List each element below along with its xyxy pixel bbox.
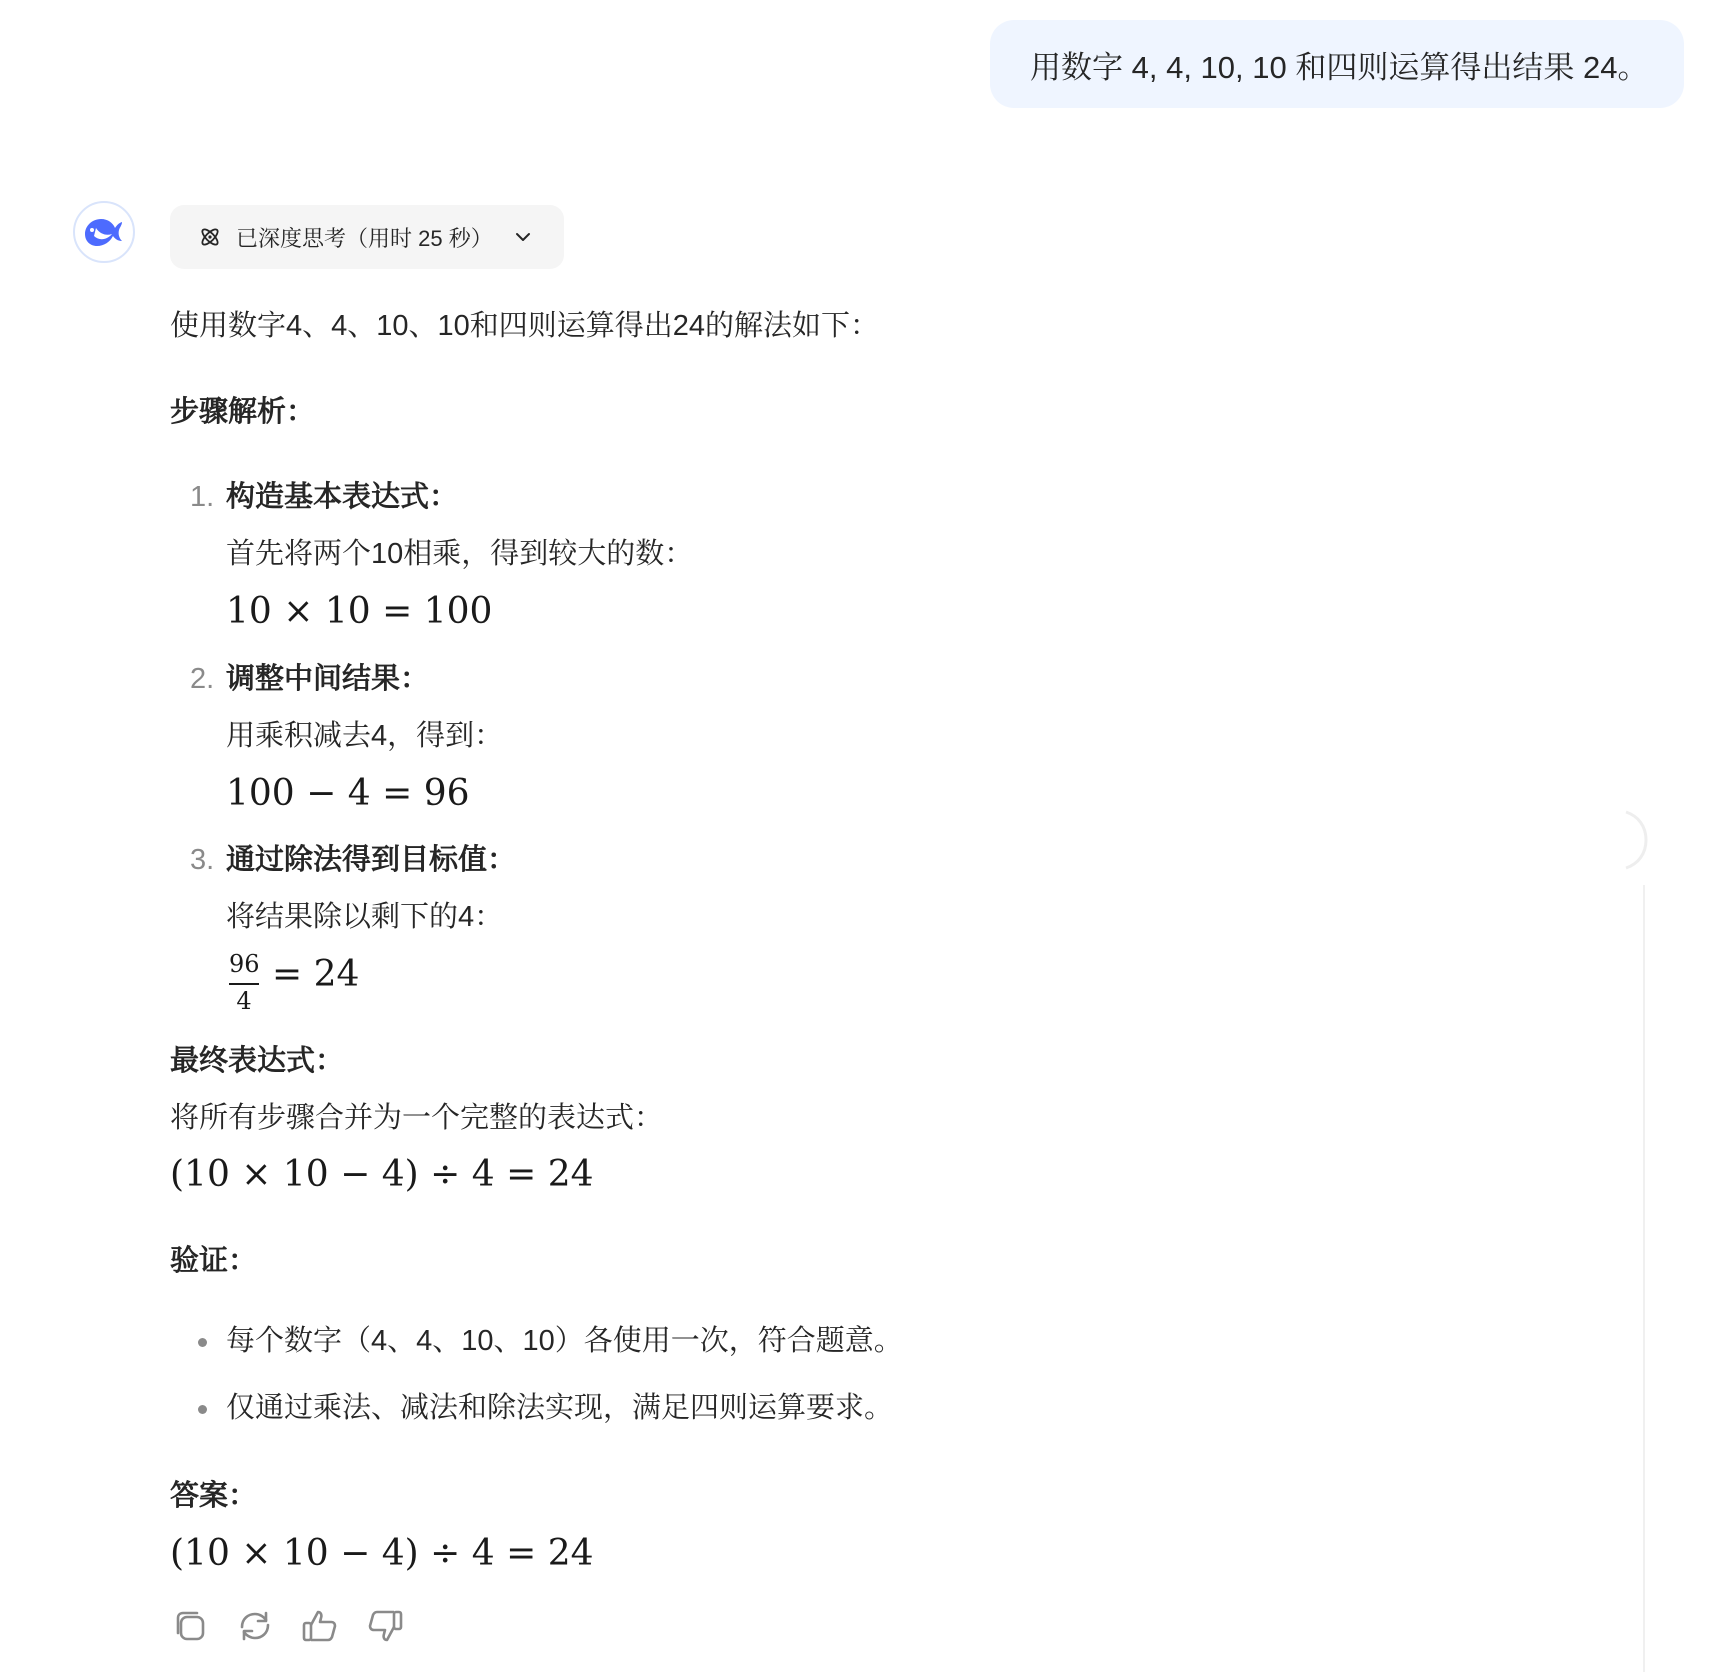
step-number: 1. xyxy=(190,481,215,513)
chevron-down-icon xyxy=(513,227,533,247)
fraction-bar xyxy=(229,983,259,985)
final-description: 将所有步骤合并为一个完整的表达式： xyxy=(170,1102,664,1134)
whale-logo-icon xyxy=(82,214,126,250)
step-description: 首先将两个10相乘，得到较大的数： xyxy=(226,538,694,570)
step-number: 3. xyxy=(190,844,215,876)
step-equation: 100 − 4 = 96 xyxy=(226,773,470,814)
step-equation-result: = 24 xyxy=(272,954,360,995)
regenerate-icon[interactable] xyxy=(235,1606,275,1646)
step-number: 2. xyxy=(190,663,215,695)
bullet-dot xyxy=(198,1338,207,1347)
verify-item: 仅通过乘法、减法和除法实现，满足四则运算要求。 xyxy=(226,1392,894,1424)
fraction-numerator: 96 xyxy=(229,950,260,978)
deep-think-icon xyxy=(198,225,222,249)
user-message-text: 用数字 4, 4, 10, 10 和四则运算得出结果 24。 xyxy=(1030,49,1649,85)
answer-equation: (10 × 10 − 4) ÷ 4 = 24 xyxy=(170,1533,594,1574)
scroll-indicator xyxy=(1616,810,1656,870)
fraction-denominator: 4 xyxy=(236,987,252,1015)
step-description: 用乘积减去4，得到： xyxy=(226,720,504,752)
thumbs-down-icon[interactable] xyxy=(365,1606,405,1646)
thinking-toggle[interactable] xyxy=(170,205,564,269)
copy-icon[interactable] xyxy=(170,1606,210,1646)
verify-item: 每个数字（4、4、10、10）各使用一次，符合题意。 xyxy=(226,1325,903,1357)
scrollbar-track[interactable] xyxy=(1643,885,1645,1672)
answer-heading: 答案： xyxy=(170,1480,258,1512)
steps-heading: 步骤解析： xyxy=(170,396,316,428)
step-title: 调整中间结果： xyxy=(226,663,430,695)
step-description: 将结果除以剩下的4： xyxy=(226,901,504,933)
verify-heading: 验证： xyxy=(170,1245,258,1277)
final-equation: (10 × 10 − 4) ÷ 4 = 24 xyxy=(170,1154,594,1195)
thinking-label: 已深度思考（用时 25 秒） xyxy=(236,225,493,251)
step-title: 通过除法得到目标值： xyxy=(226,844,517,876)
final-heading: 最终表达式： xyxy=(170,1045,345,1077)
step-equation: 10 × 10 = 100 xyxy=(226,591,493,632)
user-message-bubble xyxy=(990,20,1684,108)
step-title: 构造基本表达式： xyxy=(226,481,459,513)
thumbs-up-icon[interactable] xyxy=(300,1606,340,1646)
assistant-avatar xyxy=(73,201,135,263)
intro-text: 使用数字4、4、10、10和四则运算得出24的解法如下： xyxy=(170,310,880,342)
bullet-dot xyxy=(198,1405,207,1414)
